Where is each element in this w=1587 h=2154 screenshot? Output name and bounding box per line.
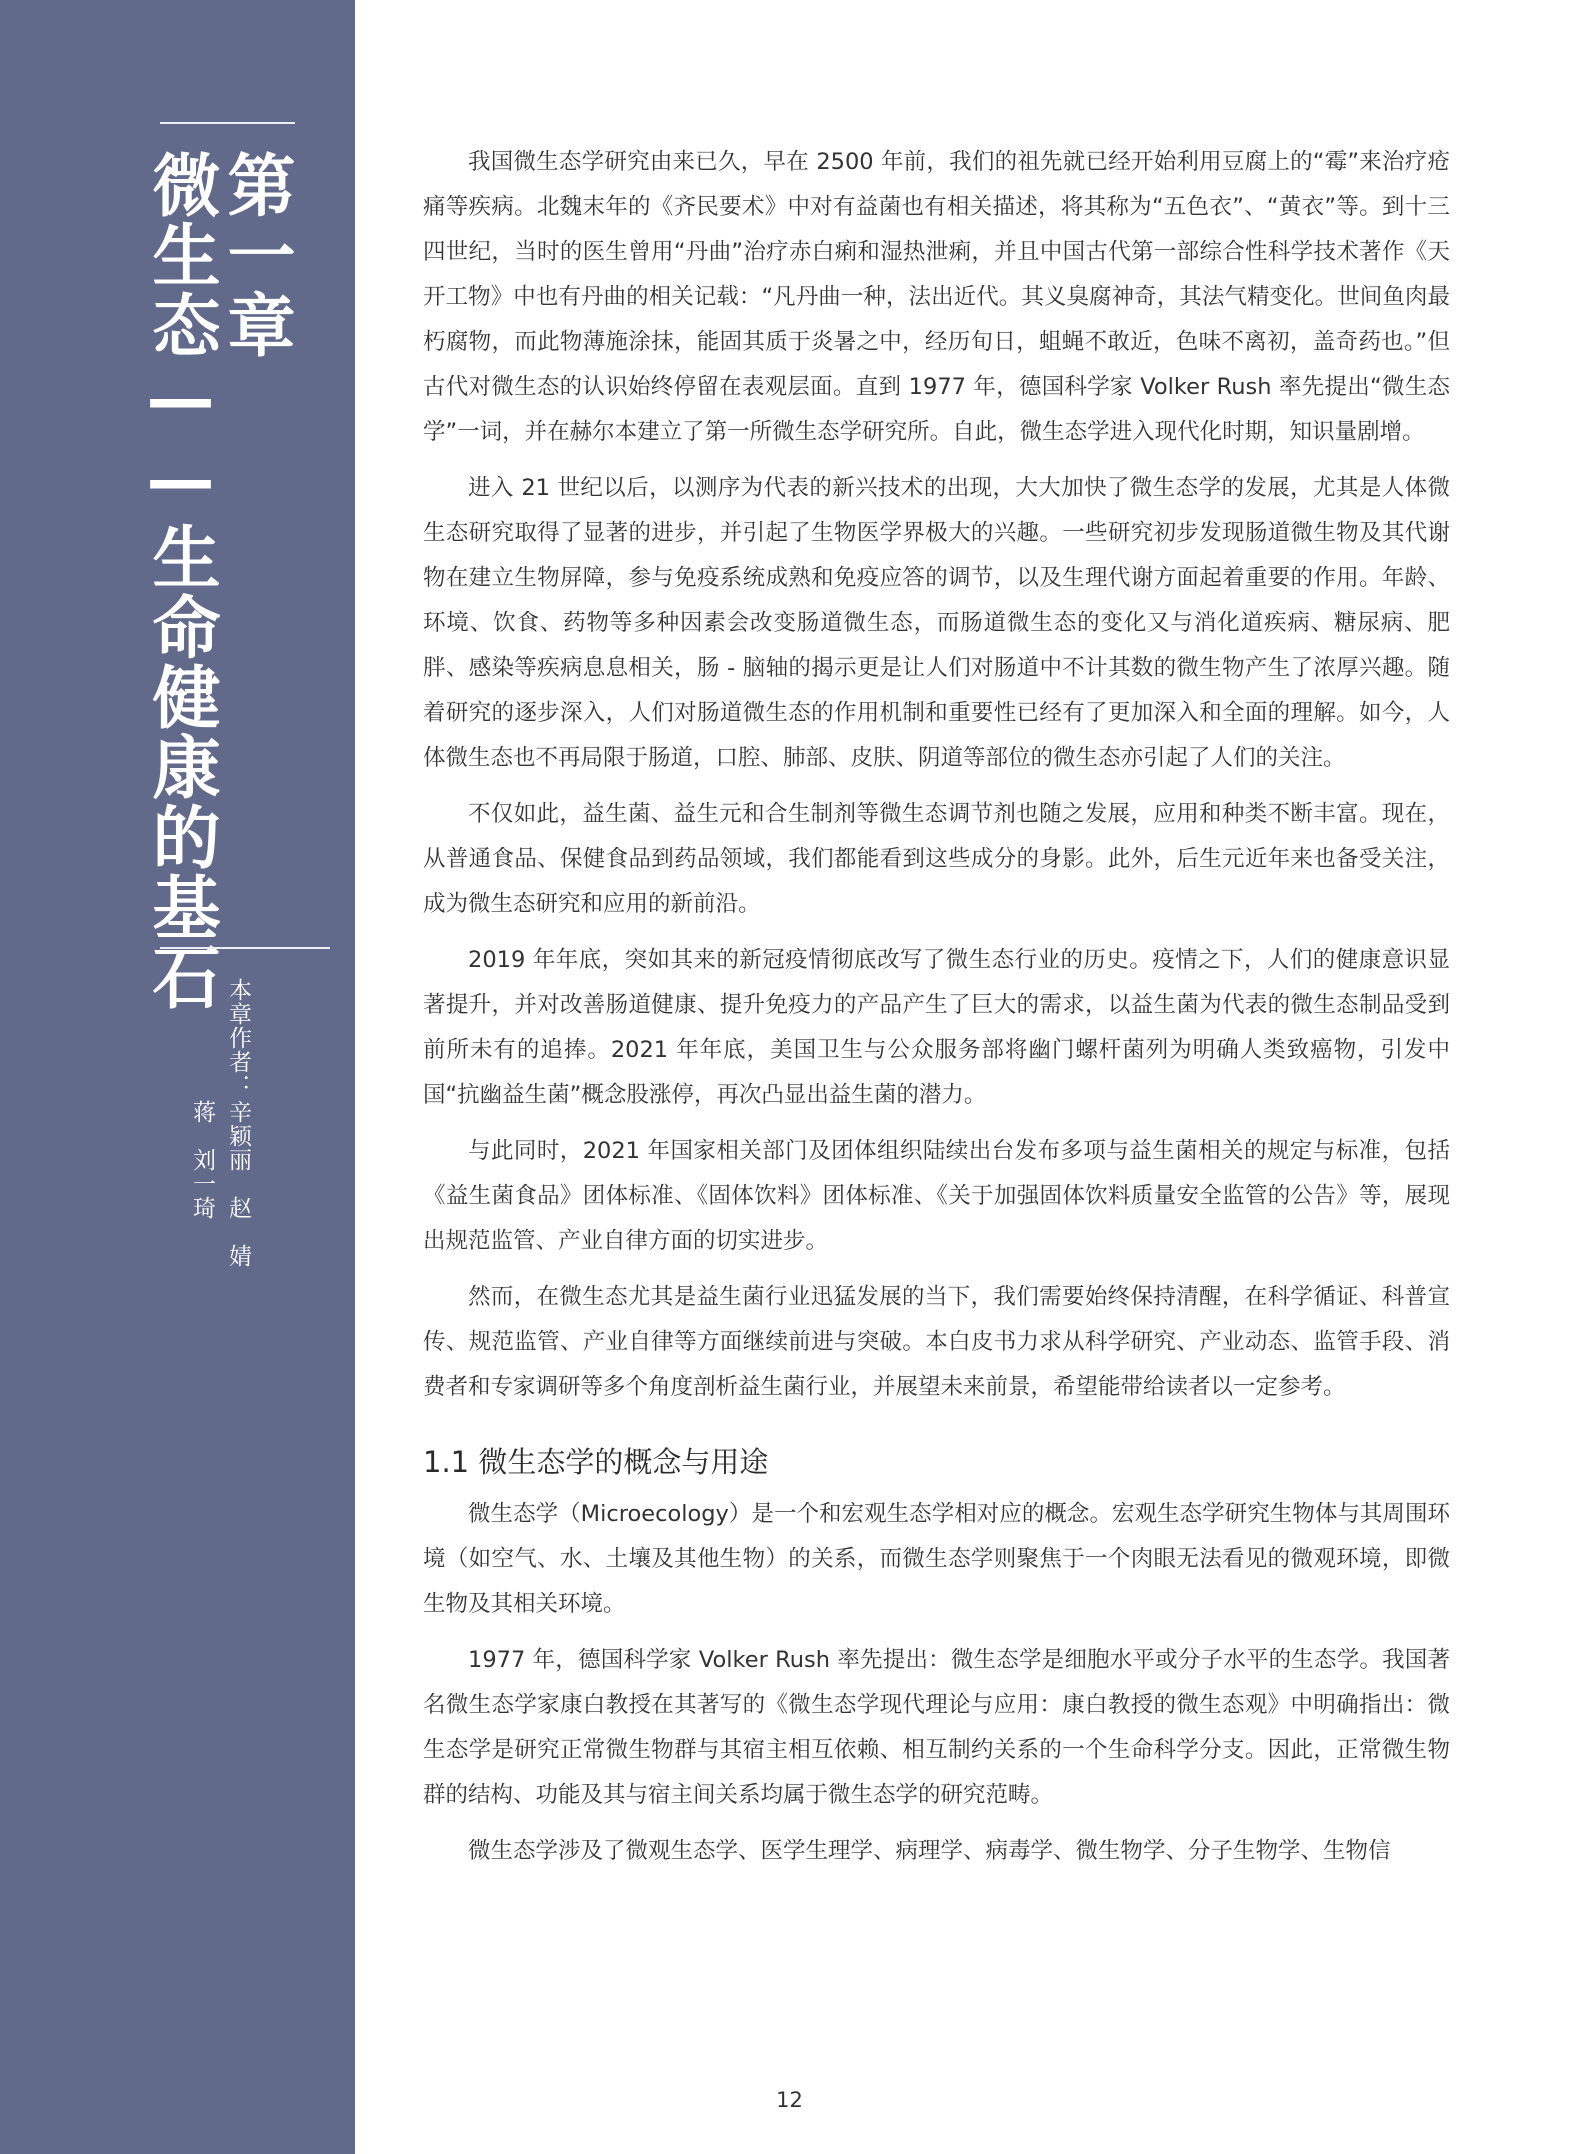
page-number [0,2088,1587,2112]
page-number-text: 12 [776,2088,803,2112]
chapter-label: 第一章 [216,150,295,360]
body-paragraph: 与此同时，2021 年国家相关部门及团体组织陆续出台发布多项与益生菌相关的规定与标准，包括《益生菌食品》团体标准、《固体饮料》团体标准、《关于加强固体饮料质量安全监管的公告》等，展现出规范监管、产业自律方面的切实进步。 [423,1138,1450,1254]
section-paragraph: 1977 年，德国科学家 Volker Rush 率先提出：微生态学是细胞水平或分子水平的生态学。我国著名微生态学家康白教授在其著写的《微生态学现代理论与应用：康白教授的微生态观》中明确指出：微生态学是研究正常微生物群与其宿主相互依赖、相互制约关系的一个生命科学分支。因此，正常微生物群的结构、功能及其与宿主间关系均属于微生态学的研究范畴。 [423,1647,1450,1808]
chapter-title: 微生态——生命健康的基石 [141,150,220,1012]
sidebar-bottom-divider [160,947,330,949]
chapter-sidebar [0,0,355,2154]
section-paragraph: 微生态学（Microecology）是一个和宏观生态学相对应的概念。宏观生态学研究生物体与其周围环境（如空气、水、土壤及其他生物）的关系，而微生态学则聚焦于一个肉眼无法看见的微观环境，即微生物及其相关环境。 [423,1501,1450,1617]
author-names-line-1: 辛颖丽 赵 婧 [225,1100,251,1268]
section-paragraph: 微生态学涉及了微观生态学、医学生理学、病理学、病毒学、微生物学、分子生物学、生物信 [468,1838,1391,1864]
body-paragraph: 进入 21 世纪以后，以测序为代表的新兴技术的出现，大大加快了微生态学的发展，尤其是人体微生态研究取得了显著的进步，并引起了生物医学界极大的兴趣。一些研究初步发现肠道微生物及其代谢物在建立生物屏障，参与免疫系统成熟和免疫应答的调节，以及生理代谢方面起着重要的作用。年龄、环境、饮食、药物等多种因素会改变肠道微生态，而肠道微生态的变化又与消化道疾病、糖尿病、肥胖、感染等疾病息息相关，肠 - 脑轴的揭示更是让人们对肠道中不计其数的微生物产生了浓厚兴趣。随着研究的逐步深入，人们对肠道微生态的作用机制和重要性已经有了更加深入和全面的理解。如今，人体微生态也不再局限于肠道，口腔、肺部、皮肤、阴道等部位的微生态亦引起了人们的关注。 [423,475,1450,771]
section-heading: 1.1 微生态学的概念与用途 [423,1445,769,1479]
body-paragraph: 不仅如此，益生菌、益生元和合生制剂等微生态调节剂也随之发展，应用和种类不断丰富。现在，从普通食品、保健食品到药品领域，我们都能看到这些成分的身影。此外，后生元近年来也备受关注，成为微生态研究和应用的新前沿。 [423,801,1450,917]
body-paragraph: 2019 年年底，突如其来的新冠疫情彻底改写了微生态行业的历史。疫情之下，人们的健康意识显著提升，并对改善肠道健康、提升免疫力的产品产生了巨大的需求，以益生菌为代表的微生态制品受到前所未有的追捧。2021 年年底，美国卫生与公众服务部将幽门螺杆菌列为明确人类致癌物，引发中国“抗幽益生菌”概念股涨停，再次凸显出益生菌的潜力。 [423,947,1450,1108]
body-paragraph: 然而，在微生态尤其是益生菌行业迅猛发展的当下，我们需要始终保持清醒，在科学循证、科普宣传、规范监管、产业自律等方面继续前进与突破。本白皮书力求从科学研究、产业动态、监管手段、消费者和专家调研等多个角度剖析益生菌行业，并展望未来前景，希望能带给读者以一定参考。 [423,1284,1450,1400]
body-paragraph: 我国微生态学研究由来已久，早在 2500 年前，我们的祖先就已经开始利用豆腐上的“霉”来治疗疮痛等疾病。北魏末年的《齐民要术》中对有益菌也有相关描述，将其称为“五色衣”、“黄衣”等。到十三四世纪，当时的医生曾用“丹曲”治疗赤白痢和湿热泄痢，并且中国古代第一部综合性科学技术著作《天开工物》中也有丹曲的相关记载：“凡丹曲一种，法出近代。其义臭腐神奇，其法气精变化。世间鱼肉最朽腐物，而此物薄施涂抹，能固其质于炎暑之中，经历旬日，蛆蝇不敢近，色味不离初，盖奇药也。”但古代对微生态的认识始终停留在表观层面。直到 1977 年，德国科学家 Volker Rush 率先提出“微生态学”一词，并在赫尔本建立了第一所微生态学研究所。自此，微生态学进入现代化时期，知识量剧增。 [423,149,1450,445]
sidebar-top-divider [160,122,295,124]
main-content [423,140,1450,1885]
author-label: 本章作者： [225,978,251,1098]
author-names-line-2: 蒋 刘一琦 [189,1100,215,1220]
